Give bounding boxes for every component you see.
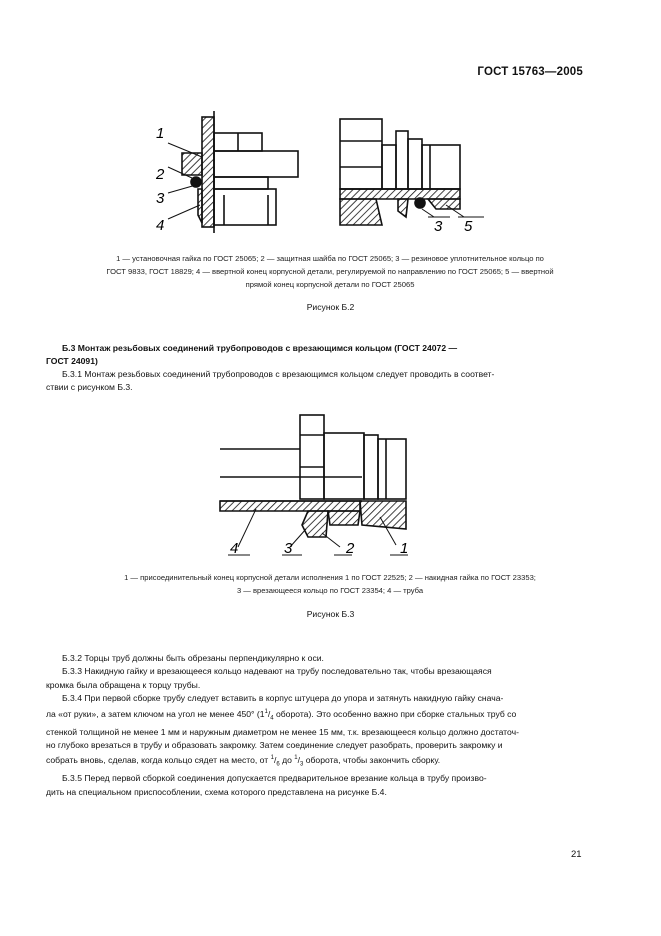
legend-line: прямой конец корпусной детали по ГОСТ 25065 [245, 280, 415, 289]
legend-line: 3 — врезающееся кольцо по ГОСТ 23354; 4 — труба [236, 586, 424, 595]
figure-b2-right-assembly [340, 119, 460, 225]
fig-b3-callout-3: 3 [284, 540, 293, 557]
document-header: ГОСТ 15763—2005 [477, 66, 583, 78]
paragraph-b34-line: но глубоко врезаться в трубу и образовать закромку. Затем соединение следует разобрать, проверить закромку и [46, 740, 503, 751]
paragraph-b34-line: Б.3.4 При первой сборке трубу следует вставить в корпус штуцера до упора и затянуть накидную гайку снача- [62, 693, 504, 704]
fraction-denominator: 6 [276, 762, 280, 768]
fig-b2-callout-right-5: 5 [464, 218, 473, 235]
figure-b2-caption: Рисунок Б.2 [306, 302, 355, 312]
paragraph-b34-line: собрать вновь, сделав, когда кольцо сядет на место, от $^1/_6$ до $^1/_3$ оборота, чтобы закончить сборку. [46, 755, 441, 768]
fig-b3-callout-2: 2 [346, 540, 355, 557]
paragraph-b31 [46, 368, 614, 395]
text-line: ствии с рисунком Б.3. [46, 382, 133, 393]
text-line: Б.3.1 Монтаж резьбовых соединений трубопроводов с врезающимся кольцом следует проводить в соответ- [62, 369, 495, 379]
fraction-denominator: 4 [270, 715, 274, 722]
text-fragment: до [282, 755, 292, 766]
paragraph-b33-line: Б.3.3 Накидную гайку и врезающееся кольцо надевают на трубу последовательно так, чтобы врезающаяся [62, 666, 492, 677]
legend-line: ГОСТ 9833, ГОСТ 18829; 4 — ввертной конец корпусной детали, регулируемой по направлению по ГОСТ 25065; 5 — ввертной [106, 267, 554, 276]
fig-b2-callout-2: 2 [156, 166, 165, 183]
fig-b2-callout-1: 1 [156, 125, 165, 142]
figure-b2-drawing [140, 105, 490, 240]
paragraph-b35-line: Б.3.5 Перед первой сборкой соединения допускается предварительное врезание кольца в трубу произво- [62, 773, 487, 784]
text-fragment: собрать вновь, сделав, когда кольцо сядет на место, от [46, 755, 269, 766]
fraction-numerator: 1 [264, 708, 268, 715]
fig-b3-callout-1: 1 [400, 540, 409, 557]
fraction-numerator: 1 [294, 755, 298, 762]
paragraph-b34-line: ла «от руки», а затем ключом на угол не менее 450° ($1^1/_4$ оборота). Это особенно важно при сборке стальных труб со [46, 708, 517, 722]
body-text [46, 652, 614, 799]
page-number: 21 [571, 849, 582, 860]
figure-b3-caption: Рисунок Б.3 [306, 609, 355, 619]
fraction-numerator: 1 [270, 755, 274, 762]
text-fragment: оборота). Это особенно важно при сборке стальных труб со [275, 708, 517, 719]
legend-line: 1 — присоединительный конец корпусной детали исполнения 1 по ГОСТ 22525; 2 — накидная гайка по ГОСТ 23353; [124, 573, 536, 582]
paragraph-b34-line: стенкой толщиной не менее 1 мм и наружным диаметром не менее 15 мм, т.к. врезающееся кольцо должно достаточ- [46, 726, 519, 737]
section-b3-heading [46, 342, 614, 369]
fig-b2-callout-3: 3 [156, 190, 165, 207]
paragraph-b33-line: кромка была обращена к торцу трубы. [46, 679, 201, 690]
legend-line: 1 — установочная гайка по ГОСТ 25065; 2 — защитная шайба по ГОСТ 25065; 3 — резиновое уплотнительное кольцо по [116, 254, 544, 263]
fraction-denominator: 3 [300, 762, 304, 768]
figure-b2-left-assembly [182, 111, 298, 233]
figure-b3-assembly [220, 415, 406, 537]
figure-b2-legend [50, 252, 610, 291]
fig-b2-callout-4: 4 [156, 217, 165, 234]
figure-b3-drawing [210, 405, 430, 565]
fig-b3-callout-4: 4 [230, 540, 239, 557]
paragraph-b32: Б.3.2 Торцы труб должны быть обрезаны перпендикулярно к оси. [62, 653, 324, 663]
paragraph-b35-line: дить на специальном приспособлении, схема которого представлена на рисунке Б.4. [46, 786, 387, 797]
heading-line: ГОСТ 24091) [46, 356, 98, 367]
figure-b3-legend [50, 571, 610, 597]
text-fragment: оборота, чтобы закончить сборку. [305, 755, 441, 766]
heading-line: Б.3 Монтаж резьбовых соединений трубопроводов с врезающимся кольцом (ГОСТ 24072 — [62, 343, 458, 353]
text-fragment: ла «от руки», а затем ключом на угол не менее 450° (1 [46, 708, 265, 719]
fig-b2-callout-right-3: 3 [434, 218, 443, 235]
